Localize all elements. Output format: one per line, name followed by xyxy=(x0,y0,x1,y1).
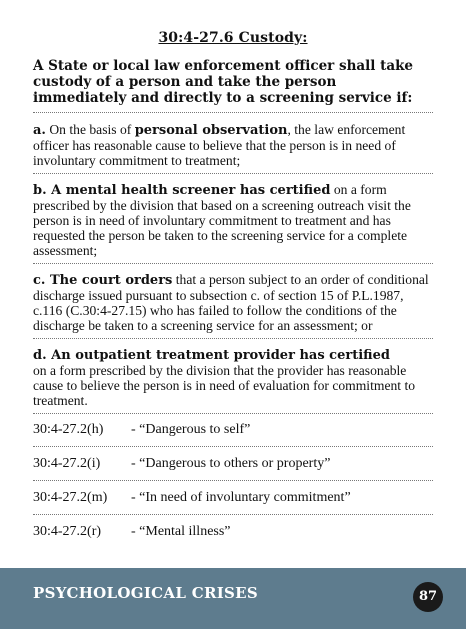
page-number-badge: 87 xyxy=(413,582,443,612)
clause-emphasis: mental health screener has certified xyxy=(65,183,331,198)
clause-text: , the law enforcement officer has reasonable cause to believe that the person is in need of involuntary commitment to treatment; xyxy=(33,122,406,168)
clause-text: on a form prescribed by the division that the provider has reasonable cause to believe the person is in need of evaluation for commitment to treatment. xyxy=(33,363,416,408)
clause-letter: a. xyxy=(33,123,46,138)
clause-text: on a form prescribed by the division that based on a screening outreach visit the person is in need of involuntary commitment to treatment and has requested the person be taken to the screening service for a complete assessment; xyxy=(33,182,411,258)
reference-desc: - “Dangerous to self” xyxy=(131,422,251,437)
definition-reference xyxy=(33,456,433,481)
clause-d xyxy=(33,347,433,414)
reference-code: 30:4-27.2(m) xyxy=(33,490,108,505)
reference-desc: - “Dangerous to others or property” xyxy=(131,456,331,471)
clause-text: A xyxy=(46,183,66,198)
reference-desc: - “Mental illness” xyxy=(131,524,231,539)
clause-a xyxy=(33,122,433,174)
clause-letter: c. xyxy=(33,273,46,288)
definition-reference xyxy=(33,524,433,548)
clause-letter: b. xyxy=(33,183,47,198)
statute-intro: A State or local law enforcement officer shall take custody of a person and take the person immediately and directly to a screening service if: xyxy=(33,58,433,113)
definition-reference xyxy=(33,422,433,447)
footer-bar xyxy=(0,568,466,629)
reference-code: 30:4-27.2(i) xyxy=(33,456,101,471)
clause-emphasis: personal observation xyxy=(134,123,288,138)
statute-content xyxy=(33,58,433,557)
clause-letter: d. xyxy=(33,348,47,363)
clause-b xyxy=(33,182,433,264)
reference-code: 30:4-27.2(h) xyxy=(33,422,104,437)
clause-text: that a person subject to an order of conditional discharge issued pursuant to subsection c. of section 15 of P.L.1987, c.116 (C.30:4-27.15) who has failed to follow the conditions of the discharge be taken to a screening service for an assessment; or xyxy=(33,272,429,333)
section-title: PSYCHOLOGICAL CRISES xyxy=(33,584,259,602)
clause-c xyxy=(33,272,433,339)
reference-code: 30:4-27.2(r) xyxy=(33,524,102,539)
clause-emphasis: outpatient treatment provider has certified xyxy=(75,348,390,363)
clause-text: On the basis of xyxy=(45,122,135,137)
page-title: 30:4-27.6 Custody: xyxy=(158,30,308,46)
clause-emphasis: court orders xyxy=(81,273,173,288)
clause-text: An xyxy=(46,348,76,363)
definition-reference xyxy=(33,490,433,515)
reference-desc: - “In need of involuntary commitment” xyxy=(131,490,351,505)
clause-text: The xyxy=(45,273,82,288)
